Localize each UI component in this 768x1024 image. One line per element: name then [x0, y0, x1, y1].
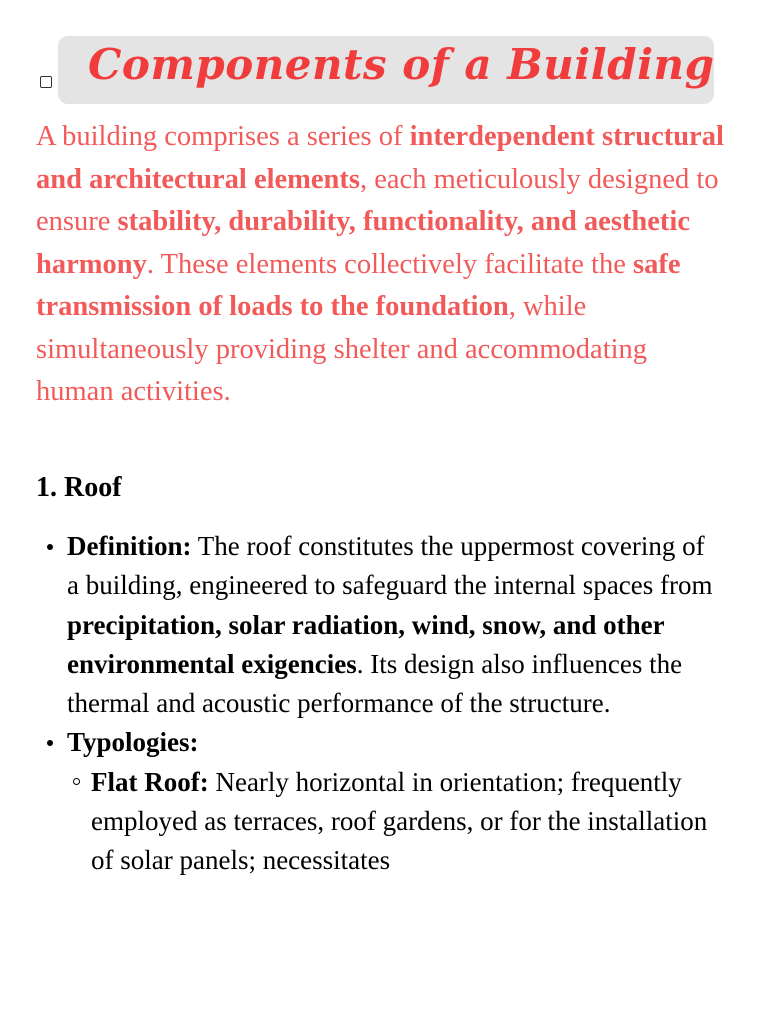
flat-roof-text: Nearly horizontal in orientation; frequently employed as terraces, roof gardens, or for the installation of solar panels; necessitates — [91, 766, 708, 876]
bullet-dot-icon — [47, 544, 53, 550]
list-item-typologies — [36, 723, 716, 762]
flat-roof-label: Flat Roof: — [91, 766, 209, 797]
intro-paragraph — [36, 116, 726, 414]
list-item-definition — [36, 527, 716, 723]
bullet-circle-icon — [73, 778, 80, 785]
section-heading-roof: 1. Roof — [36, 472, 122, 503]
typologies-label: Typologies: — [67, 727, 199, 758]
square-bullet-icon — [40, 76, 52, 88]
title-block — [40, 36, 720, 104]
definition-text-2: . Its design also influences the thermal and acoustic performance of the structure. — [67, 648, 683, 719]
definition-text-1: The roof constitutes the uppermost covering of a building, engineered to safeguard the internal spaces from — [67, 531, 713, 601]
intro-bold-3: safe transmission of loads to the foundation — [36, 248, 681, 322]
intro-bold-2: stability, durability, functionality, and aesthetic harmony — [36, 206, 690, 280]
sub-list-item-flat-roof — [36, 763, 716, 881]
roof-list — [36, 527, 716, 881]
bullet-dot-icon — [47, 740, 53, 746]
intro-text-1: A building comprises a series of — [36, 121, 410, 152]
page-title: Components of a Building — [88, 40, 715, 89]
definition-bold: precipitation, solar radiation, wind, snow, and other environmental exigencies — [67, 609, 665, 679]
intro-text-2: , each meticulously designed to ensure — [36, 163, 719, 237]
intro-text-3: . These elements collectively facilitate the — [146, 248, 633, 280]
intro-bold-1: interdependent structural and architectural elements — [36, 121, 724, 195]
definition-label: Definition: — [67, 531, 192, 561]
title-banner — [58, 36, 714, 104]
intro-text-4: , while simultaneously providing shelter and accommodating human activities. — [36, 291, 648, 407]
